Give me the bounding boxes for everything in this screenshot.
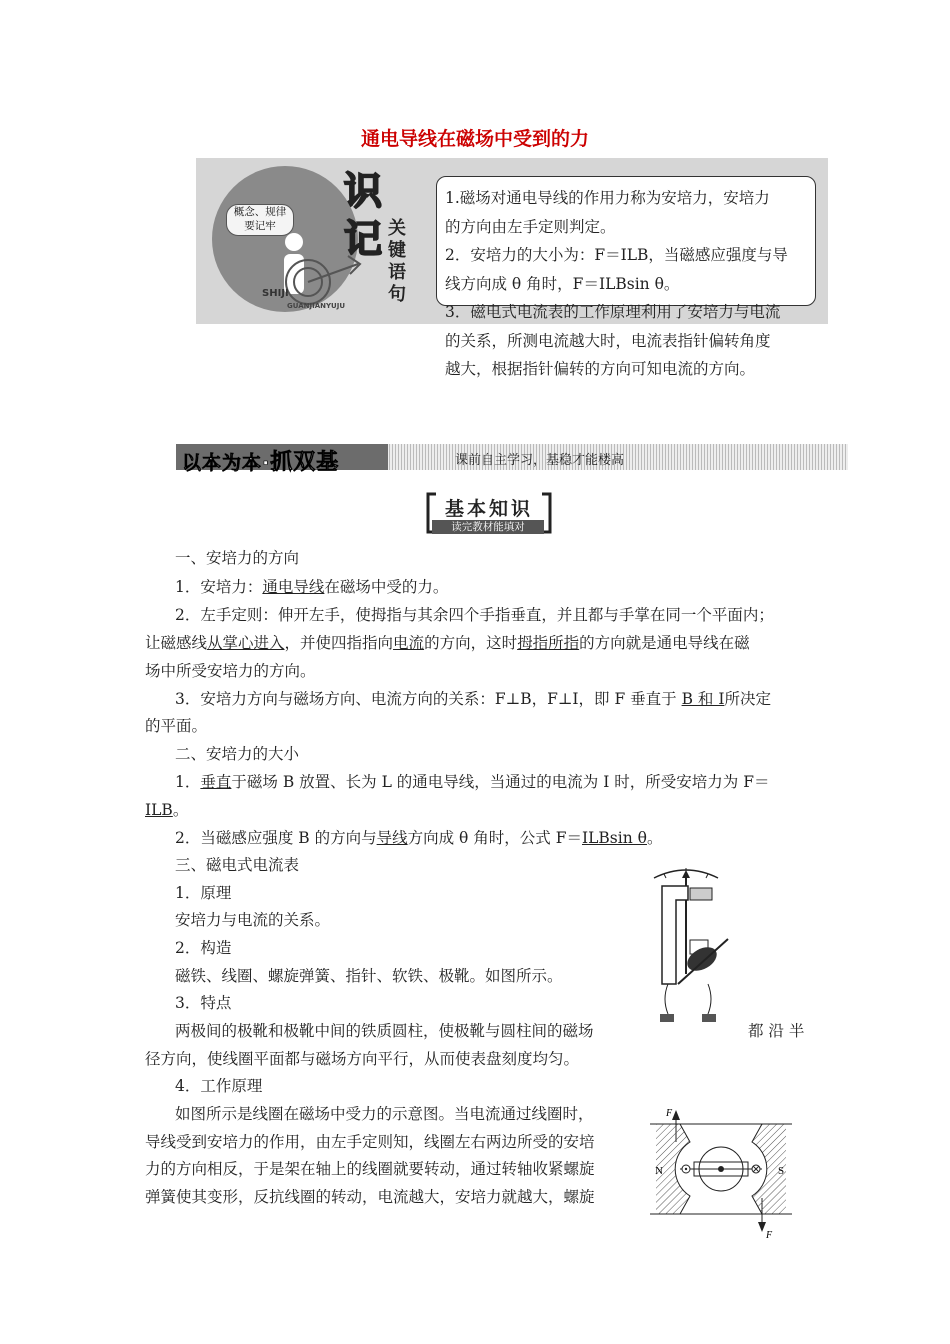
- para-2-line-1: 2．左手定则：伸开左手，使拇指与其余四个手指垂直，并且都与手掌在同一个平面内；: [175, 606, 774, 624]
- sub-heading-1: 1．原理: [175, 884, 232, 902]
- text-4-line-3: 力的方向相反，于是架在轴上的线圈就要转动，通过转轴收紧螺旋: [145, 1160, 595, 1178]
- text-4-line-4: 弹簧使其变形，反抗线圈的转动，电流越大，安培力就越大，螺旋: [145, 1188, 595, 1206]
- section-title: 以本为本·抓双基: [182, 450, 340, 475]
- heading-1: 一、安培力的方向: [175, 549, 300, 567]
- banner-bubble: 概念、规律 要记牢: [226, 204, 294, 236]
- banner-pinyin-sub: GUANJIANYUJU: [287, 302, 346, 310]
- text-4-line-1: 如图所示是线圈在磁场中受力的示意图。当电流通过线圈时，: [175, 1105, 594, 1123]
- banner-char-1: 识: [344, 169, 383, 213]
- text-3-line-1: 两极间的极靴和极靴中间的铁质圆柱，使极靴与圆柱间的磁场: [175, 1022, 594, 1040]
- section-subtitle: 课前自主学习，基稳才能楼高: [455, 453, 625, 468]
- basic-knowledge-title: 基本知识: [444, 498, 533, 520]
- para-3-line-1: 3．安培力方向与磁场方向、电流方向的关系：F⊥B，F⊥I，即 F 垂直于 B 和 I所决定: [175, 690, 771, 708]
- galvanometer-structure-figure: [648, 864, 748, 1026]
- heading-2: 二、安培力的大小: [175, 745, 300, 763]
- pole-n-label: N: [655, 1165, 663, 1177]
- sub-heading-3: 3．特点: [175, 994, 232, 1012]
- heading-3: 三、磁电式电流表: [175, 856, 300, 874]
- text-3-right: 都 沿 半: [748, 1022, 805, 1040]
- sub-heading-2: 2．构造: [175, 939, 232, 957]
- para-4-line-1: 1．垂直于磁场 B 放置、长为 L 的通电导线，当通过的电流为 I 时，所受安培力为 F＝: [175, 773, 770, 791]
- para-3-line-2: 的平面。: [145, 717, 208, 735]
- text-2: 磁铁、线圈、螺旋弹簧、指针、软铁、极靴。如图所示。: [175, 967, 563, 985]
- force-label-top: F: [666, 1108, 673, 1119]
- para-5: 2．当磁感应强度 B 的方向与导线方向成 θ 角时，公式 F＝ILBsin θ。: [175, 829, 663, 847]
- key-sentences-text: 1.磁场对通电导线的作用力称为安培力，安培力 的方向由左手定则判定。 2．安培力的大小为：F＝ILB，当磁感应强度与导 线方向成 θ 角时，F＝ILBsin θ。 3．磁电式电流表的工作原理利用了安培力与电流 的关系，所测电流越大时，电流表指针偏转角度 越大，根据指针偏转的方向可知电流的方向。: [445, 189, 788, 378]
- text-1: 安培力与电流的关系。: [175, 911, 331, 929]
- page-title: 通电导线在磁场中受到的力: [360, 128, 589, 150]
- para-4-line-2: ILB。: [145, 801, 189, 819]
- para-2-line-2: 让磁感线从掌心进入，并使四指指向电流的方向，这时拇指所指的方向就是通电导线在磁: [145, 634, 750, 652]
- coil-force-figure: [650, 1102, 792, 1244]
- banner-char-2: 记: [344, 217, 383, 261]
- text-4-line-2: 导线受到安培力的作用，由左手定则知，线圈左右两边所受的安培: [145, 1133, 595, 1151]
- force-label-bottom: F: [766, 1230, 773, 1241]
- banner-pinyin: SHIJI: [262, 288, 289, 299]
- para-1: 1．安培力：通电导线在磁场中受的力。: [175, 578, 449, 596]
- pole-s-label: S: [778, 1165, 785, 1177]
- para-2-line-3: 场中所受安培力的方向。: [145, 662, 316, 680]
- basic-knowledge-sub: 读完教材能填对: [432, 520, 544, 534]
- banner-vertical-text: 关 键 语 句: [388, 218, 406, 305]
- sub-heading-4: 4．工作原理: [175, 1077, 263, 1095]
- text-3-line-2: 径方向，使线圈平面都与磁场方向平行，从而使表盘刻度均匀。: [145, 1050, 580, 1068]
